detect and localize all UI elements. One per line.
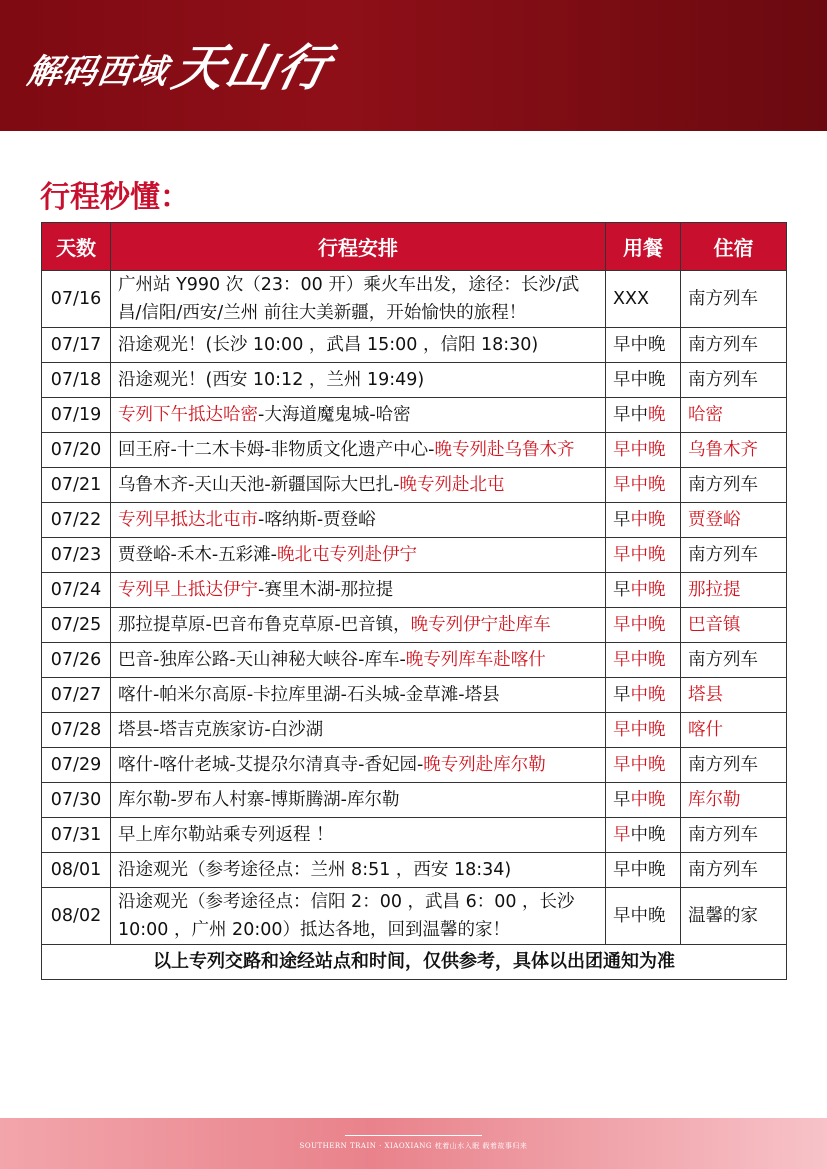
day-cell: 07/26 <box>42 643 111 678</box>
plan-text: -喀纳斯-贾登峪 <box>258 510 376 530</box>
meal-cell <box>606 271 681 328</box>
itinerary-header-row <box>42 223 787 271</box>
meal-cell <box>606 713 681 748</box>
meal-cell <box>606 468 681 503</box>
day-cell: 07/16 <box>42 271 111 328</box>
table-row <box>42 398 787 433</box>
table-row <box>42 363 787 398</box>
stay-cell <box>681 748 787 783</box>
footer-text: SOUTHERN TRAIN · XIAOXIANG 枕着山水入眠 载着故事归来 <box>299 1142 528 1150</box>
meal-text: 中晚 <box>630 580 666 600</box>
meal-text: 中晚 <box>630 510 666 530</box>
meal-cell <box>606 888 681 945</box>
meal-text: 早中晚 <box>613 335 666 355</box>
meal-text: 早 <box>613 825 631 845</box>
plan-cell <box>111 433 606 468</box>
plan-cell <box>111 608 606 643</box>
plan-text: 晚专列库车赴喀什 <box>405 650 546 670</box>
meal-text: 晚 <box>648 405 666 425</box>
plan-cell <box>111 538 606 573</box>
meal-cell <box>606 328 681 363</box>
stay-cell <box>681 678 787 713</box>
plan-text: -赛里木湖-那拉提 <box>258 580 394 600</box>
itinerary-note-row <box>42 945 787 980</box>
table-row <box>42 783 787 818</box>
stay-cell <box>681 433 787 468</box>
day-cell: 07/21 <box>42 468 111 503</box>
table-row <box>42 271 787 328</box>
plan-text: 专列早上抵达伊宁 <box>118 580 258 600</box>
meal-cell <box>606 678 681 713</box>
stay-cell <box>681 538 787 573</box>
stay-text: 南方列车 <box>688 289 758 309</box>
meal-cell <box>606 433 681 468</box>
column-header-day: 天数 <box>42 223 111 271</box>
meal-cell <box>606 643 681 678</box>
meal-text: 早中晚 <box>613 545 666 565</box>
table-row <box>42 748 787 783</box>
stay-cell <box>681 573 787 608</box>
stay-cell <box>681 468 787 503</box>
stay-text: 南方列车 <box>688 825 758 845</box>
plan-cell <box>111 503 606 538</box>
stay-text: 那拉提 <box>688 580 741 600</box>
itinerary-body <box>42 271 787 945</box>
plan-text: 晚专列赴乌鲁木齐 <box>434 440 575 460</box>
day-cell: 07/17 <box>42 328 111 363</box>
day-cell: 07/28 <box>42 713 111 748</box>
day-cell: 07/22 <box>42 503 111 538</box>
plan-text: 沿途观光！(长沙 10:00 ，武昌 15:00 ，信阳 18:30) <box>118 335 539 355</box>
plan-text: 库尔勒-罗布人村寨-博斯腾湖-库尔勒 <box>118 790 400 810</box>
meal-text: 早 <box>613 580 631 600</box>
plan-cell <box>111 888 606 945</box>
day-cell: 07/24 <box>42 573 111 608</box>
stay-text: 南方列车 <box>688 650 758 670</box>
column-header-plan: 行程安排 <box>111 223 606 271</box>
day-cell: 07/25 <box>42 608 111 643</box>
plan-cell <box>111 783 606 818</box>
stay-text: 贾登峪 <box>688 510 741 530</box>
day-cell: 07/30 <box>42 783 111 818</box>
table-row <box>42 888 787 945</box>
footer-divider <box>345 1135 482 1136</box>
meal-text: 早中晚 <box>613 860 666 880</box>
plan-text: 专列下午抵达哈密 <box>118 405 258 425</box>
plan-text: 专列早抵达北屯市 <box>118 510 258 530</box>
meal-text: 早中晚 <box>613 475 666 495</box>
table-row <box>42 678 787 713</box>
plan-text: 广州站 Y990 次（23：00 开）乘火车出发，途径：长沙/武昌/信阳/西安/兰州 前往大美新疆，开始愉快的旅程！ <box>118 275 580 323</box>
meal-cell <box>606 573 681 608</box>
itinerary-note: 以上专列交路和途经站点和时间，仅供参考，具体以出团通知为准 <box>42 945 787 980</box>
plan-text: 喀什-帕米尔高原-卡拉库里湖-石头城-金草滩-塔县 <box>118 685 500 705</box>
stay-text: 喀什 <box>688 720 723 740</box>
day-cell: 07/23 <box>42 538 111 573</box>
plan-cell <box>111 643 606 678</box>
day-cell: 07/31 <box>42 818 111 853</box>
plan-text: -大海道魔鬼城-哈密 <box>258 405 411 425</box>
table-row <box>42 713 787 748</box>
column-header-meal: 用餐 <box>606 223 681 271</box>
stay-text: 乌鲁木齐 <box>688 440 758 460</box>
plan-cell <box>111 818 606 853</box>
stay-cell <box>681 328 787 363</box>
meal-text: XXX <box>613 289 649 309</box>
plan-cell <box>111 468 606 503</box>
day-cell: 07/18 <box>42 363 111 398</box>
table-row <box>42 433 787 468</box>
plan-cell <box>111 363 606 398</box>
stay-text: 南方列车 <box>688 335 758 355</box>
day-cell: 08/01 <box>42 853 111 888</box>
day-cell: 07/20 <box>42 433 111 468</box>
meal-cell <box>606 853 681 888</box>
plan-text: 晚专列赴北屯 <box>399 475 505 495</box>
itinerary-table <box>41 222 787 980</box>
meal-text: 早中晚 <box>613 615 666 635</box>
plan-text: 贾登峪-禾木-五彩滩- <box>118 545 277 565</box>
meal-text: 早中 <box>613 405 648 425</box>
stay-cell <box>681 783 787 818</box>
plan-text: 回王府-十二木卡姆-非物质文化遗产中心- <box>118 440 435 460</box>
meal-text: 早 <box>613 685 631 705</box>
meal-text: 早中晚 <box>613 650 666 670</box>
stay-cell <box>681 398 787 433</box>
stay-text: 南方列车 <box>688 755 758 775</box>
stay-cell <box>681 363 787 398</box>
stay-text: 南方列车 <box>688 370 758 390</box>
table-row <box>42 328 787 363</box>
meal-cell <box>606 608 681 643</box>
stay-text: 库尔勒 <box>688 790 741 810</box>
meal-text: 早中晚 <box>613 906 666 926</box>
meal-text: 早 <box>613 790 631 810</box>
page-footer <box>0 1118 827 1169</box>
meal-text: 早中晚 <box>613 755 666 775</box>
stay-cell <box>681 503 787 538</box>
table-row <box>42 468 787 503</box>
plan-text: 那拉提草原-巴音布鲁克草原-巴音镇， <box>118 615 411 635</box>
table-row <box>42 643 787 678</box>
plan-text: 乌鲁木齐-天山天池-新疆国际大巴扎- <box>118 475 400 495</box>
brand-script-text: 天山行 <box>167 38 337 97</box>
table-row <box>42 503 787 538</box>
stay-cell <box>681 271 787 328</box>
plan-text: 晚专列赴库尔勒 <box>423 755 546 775</box>
plan-text: 早上库尔勒站乘专列返程 ！ <box>118 825 334 845</box>
table-row <box>42 538 787 573</box>
plan-cell <box>111 328 606 363</box>
plan-text: 晚北屯专列赴伊宁 <box>276 545 417 565</box>
meal-text: 中晚 <box>630 825 666 845</box>
plan-text: 塔县-塔吉克族家访-白沙湖 <box>118 720 324 740</box>
brand-main-text: 解码西域 <box>24 51 171 92</box>
plan-cell <box>111 573 606 608</box>
stay-text: 塔县 <box>688 685 723 705</box>
stay-cell <box>681 853 787 888</box>
plan-text: 沿途观光！(西安 10:12 ，兰州 19:49) <box>118 370 425 390</box>
column-header-stay: 住宿 <box>681 223 787 271</box>
plan-cell <box>111 853 606 888</box>
day-cell: 07/27 <box>42 678 111 713</box>
meal-text: 早中晚 <box>613 370 666 390</box>
meal-cell <box>606 783 681 818</box>
stay-cell <box>681 888 787 945</box>
plan-text: 喀什-喀什老城-艾提尕尔清真寺-香妃园- <box>118 755 424 775</box>
table-row <box>42 608 787 643</box>
meal-text: 早中晚 <box>613 440 666 460</box>
meal-text: 早 <box>613 510 631 530</box>
page-header-banner <box>0 0 827 131</box>
plan-cell <box>111 748 606 783</box>
plan-text: 巴音-独库公路-天山神秘大峡谷-库车- <box>118 650 406 670</box>
brand-logo <box>24 28 337 108</box>
meal-cell <box>606 503 681 538</box>
meal-cell <box>606 363 681 398</box>
table-row <box>42 853 787 888</box>
day-cell: 08/02 <box>42 888 111 945</box>
stay-cell <box>681 608 787 643</box>
plan-text: 晚专列伊宁赴库车 <box>410 615 551 635</box>
stay-text: 哈密 <box>688 405 723 425</box>
plan-cell <box>111 271 606 328</box>
meal-cell <box>606 538 681 573</box>
stay-text: 巴音镇 <box>688 615 741 635</box>
meal-text: 中晚 <box>630 685 666 705</box>
meal-cell <box>606 748 681 783</box>
stay-text: 南方列车 <box>688 860 758 880</box>
plan-cell <box>111 678 606 713</box>
stay-cell <box>681 643 787 678</box>
plan-cell <box>111 398 606 433</box>
section-title: 行程秒懂： <box>40 180 190 215</box>
stay-cell <box>681 713 787 748</box>
meal-cell <box>606 398 681 433</box>
meal-text: 早中晚 <box>613 720 666 740</box>
table-row <box>42 573 787 608</box>
table-row <box>42 818 787 853</box>
stay-text: 温馨的家 <box>688 906 758 926</box>
plan-text: 沿途观光（参考途径点：信阳 2：00 ，武昌 6：00 ，长沙 10:00 ，广州 20:00）抵达各地，回到温馨的家！ <box>118 892 575 940</box>
plan-cell <box>111 713 606 748</box>
meal-text: 中晚 <box>630 790 666 810</box>
stay-text: 南方列车 <box>688 475 758 495</box>
day-cell: 07/19 <box>42 398 111 433</box>
plan-text: 沿途观光（参考途径点：兰州 8:51 ，西安 18:34) <box>118 860 512 880</box>
day-cell: 07/29 <box>42 748 111 783</box>
meal-cell <box>606 818 681 853</box>
stay-text: 南方列车 <box>688 545 758 565</box>
stay-cell <box>681 818 787 853</box>
